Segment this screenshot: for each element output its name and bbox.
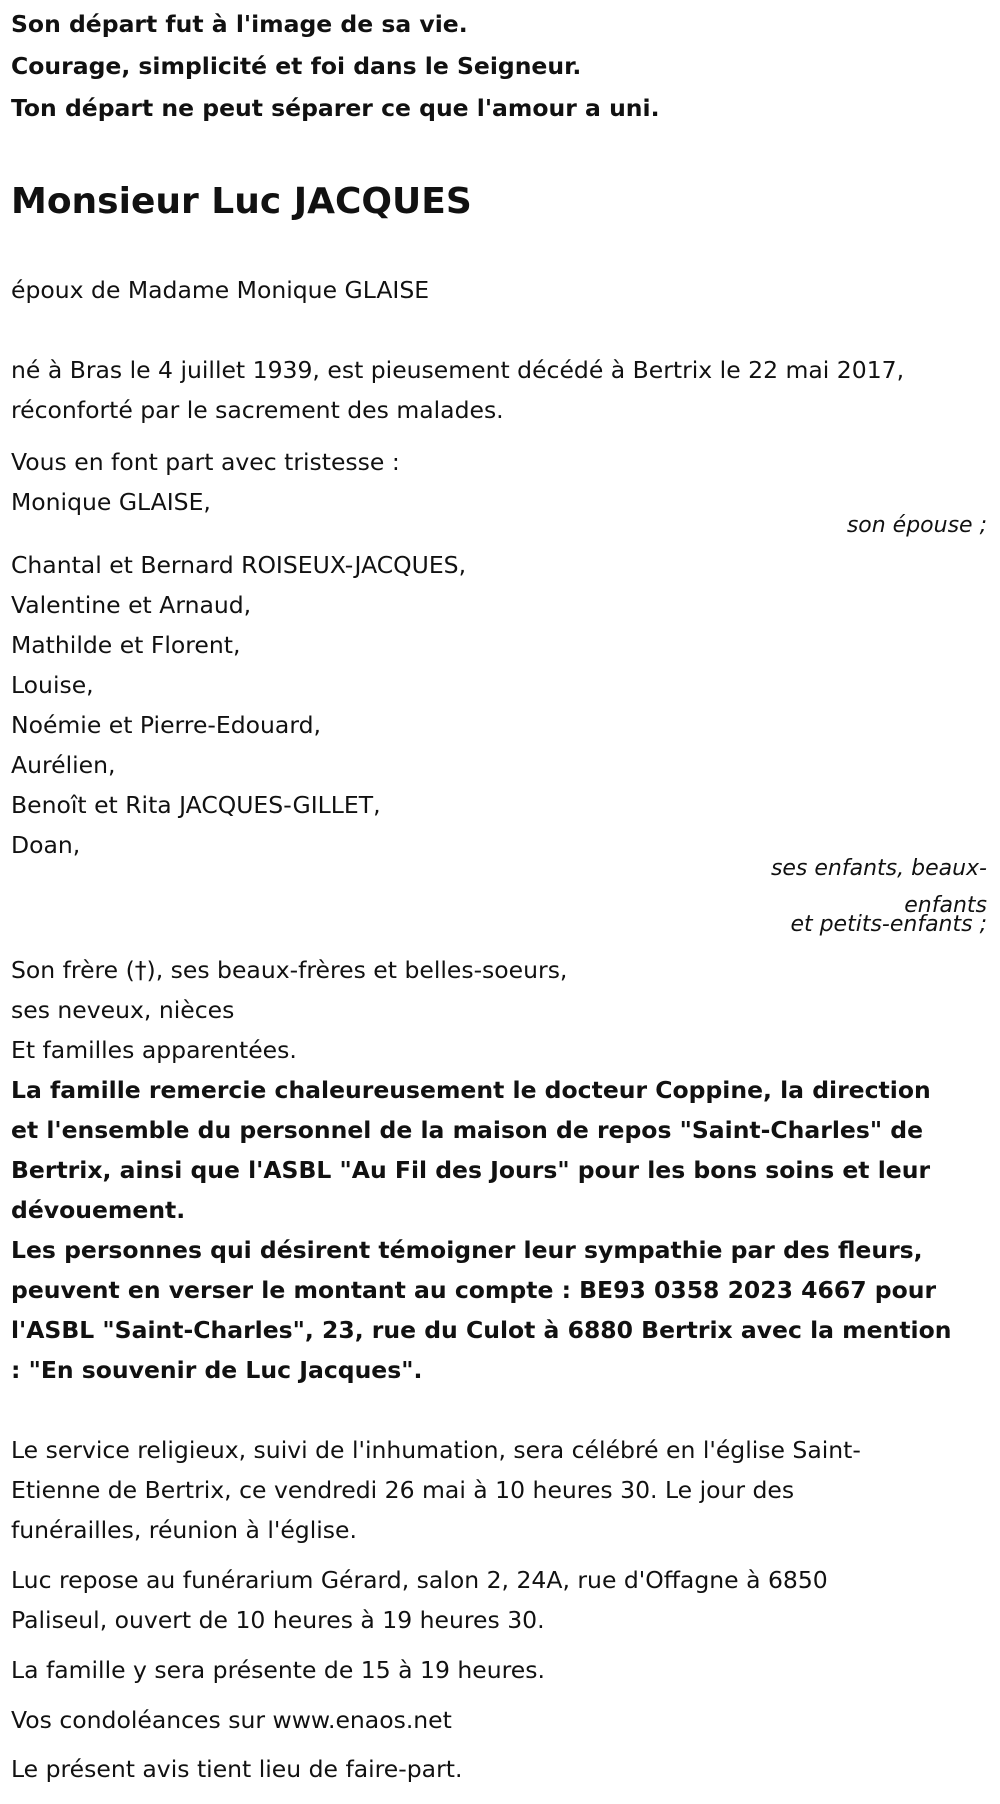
thanks-block — [11, 1070, 931, 1230]
children-role — [587, 855, 987, 939]
list-item: Chantal et Bernard ROISEUX-JACQUES, — [11, 551, 467, 579]
funerarium-line: Paliseul, ouvert de 10 heures à 19 heures 30. — [11, 1606, 545, 1634]
funerarium-line: Luc repose au funérarium Gérard, salon 2, 24A, rue d'Offagne à 6850 — [11, 1566, 828, 1594]
children-role-line: et petits-enfants ; — [790, 912, 987, 937]
list-item: Louise, — [11, 671, 94, 699]
final-note: Le présent avis tient lieu de faire-part. — [11, 1755, 463, 1783]
flowers-line: peuvent en verser le montant au compte : BE93 0358 2023 4667 pour — [11, 1276, 937, 1304]
service-line: Le service religieux, suivi de l'inhumation, sera célébré en l'église Saint- — [11, 1436, 861, 1464]
children-list — [11, 545, 466, 865]
birth-death-line: réconforté par le sacrement des malades. — [11, 396, 504, 424]
flowers-line: Les personnes qui désirent témoigner leur sympathie par des fleurs, — [11, 1236, 923, 1264]
list-item: Benoît et Rita JACQUES-GILLET, — [11, 791, 381, 819]
family-presence: La famille y sera présente de 15 à 19 heures. — [11, 1656, 545, 1684]
deceased-name: Monsieur Luc JACQUES — [11, 181, 472, 222]
service-line: funérailles, réunion à l'église. — [11, 1516, 357, 1544]
birth-death-block — [11, 350, 904, 430]
condolences-line: Vos condoléances sur www.enaos.net — [11, 1706, 452, 1734]
thanks-line: et l'ensemble du personnel de la maison de repos "Saint-Charles" de — [11, 1116, 924, 1144]
funerarium-block — [11, 1560, 828, 1640]
thanks-line: dévouement. — [11, 1196, 186, 1224]
announce-intro: Vous en font part avec tristesse : — [11, 448, 400, 476]
children-role-line: enfants — [904, 893, 987, 918]
other-family-line: Et familles apparentées. — [11, 1036, 297, 1064]
list-item: Noémie et Pierre-Edouard, — [11, 711, 321, 739]
other-family-line: Son frère (†), ses beaux-frères et belles-soeurs, — [11, 956, 568, 984]
flowers-line: l'ASBL "Saint-Charles", 23, rue du Culot à 6880 Bertrix avec la mention — [11, 1316, 952, 1344]
intro-line: Son départ fut à l'image de sa vie. — [11, 10, 468, 38]
service-line: Etienne de Bertrix, ce vendredi 26 mai à 10 heures 30. Le jour des — [11, 1476, 795, 1504]
children-role-line: ses enfants, beaux- — [770, 856, 987, 881]
spouse-line: époux de Madame Monique GLAISE — [11, 276, 430, 304]
intro-line: Ton départ ne peut séparer ce que l'amour a uni. — [11, 94, 660, 122]
birth-death-line: né à Bras le 4 juillet 1939, est pieusement décédé à Bertrix le 22 mai 2017, — [11, 356, 905, 384]
thanks-line: Bertrix, ainsi que l'ASBL "Au Fil des Jours" pour les bons soins et leur — [11, 1156, 931, 1184]
wife-name: Monique GLAISE, — [11, 488, 211, 516]
thanks-line: La famille remercie chaleureusement le docteur Coppine, la direction — [11, 1076, 931, 1104]
service-block — [11, 1430, 861, 1550]
list-item: Valentine et Arnaud, — [11, 591, 252, 619]
wife-role: son épouse ; — [846, 513, 987, 538]
list-item: Doan, — [11, 831, 81, 859]
flowers-block — [11, 1230, 951, 1390]
intro-line: Courage, simplicité et foi dans le Seigneur. — [11, 52, 582, 80]
flowers-line: : "En souvenir de Luc Jacques". — [11, 1356, 423, 1384]
other-family-line: ses neveux, nièces — [11, 996, 235, 1024]
other-family-block — [11, 950, 567, 1070]
list-item: Mathilde et Florent, — [11, 631, 241, 659]
list-item: Aurélien, — [11, 751, 116, 779]
intro-block — [11, 4, 660, 130]
